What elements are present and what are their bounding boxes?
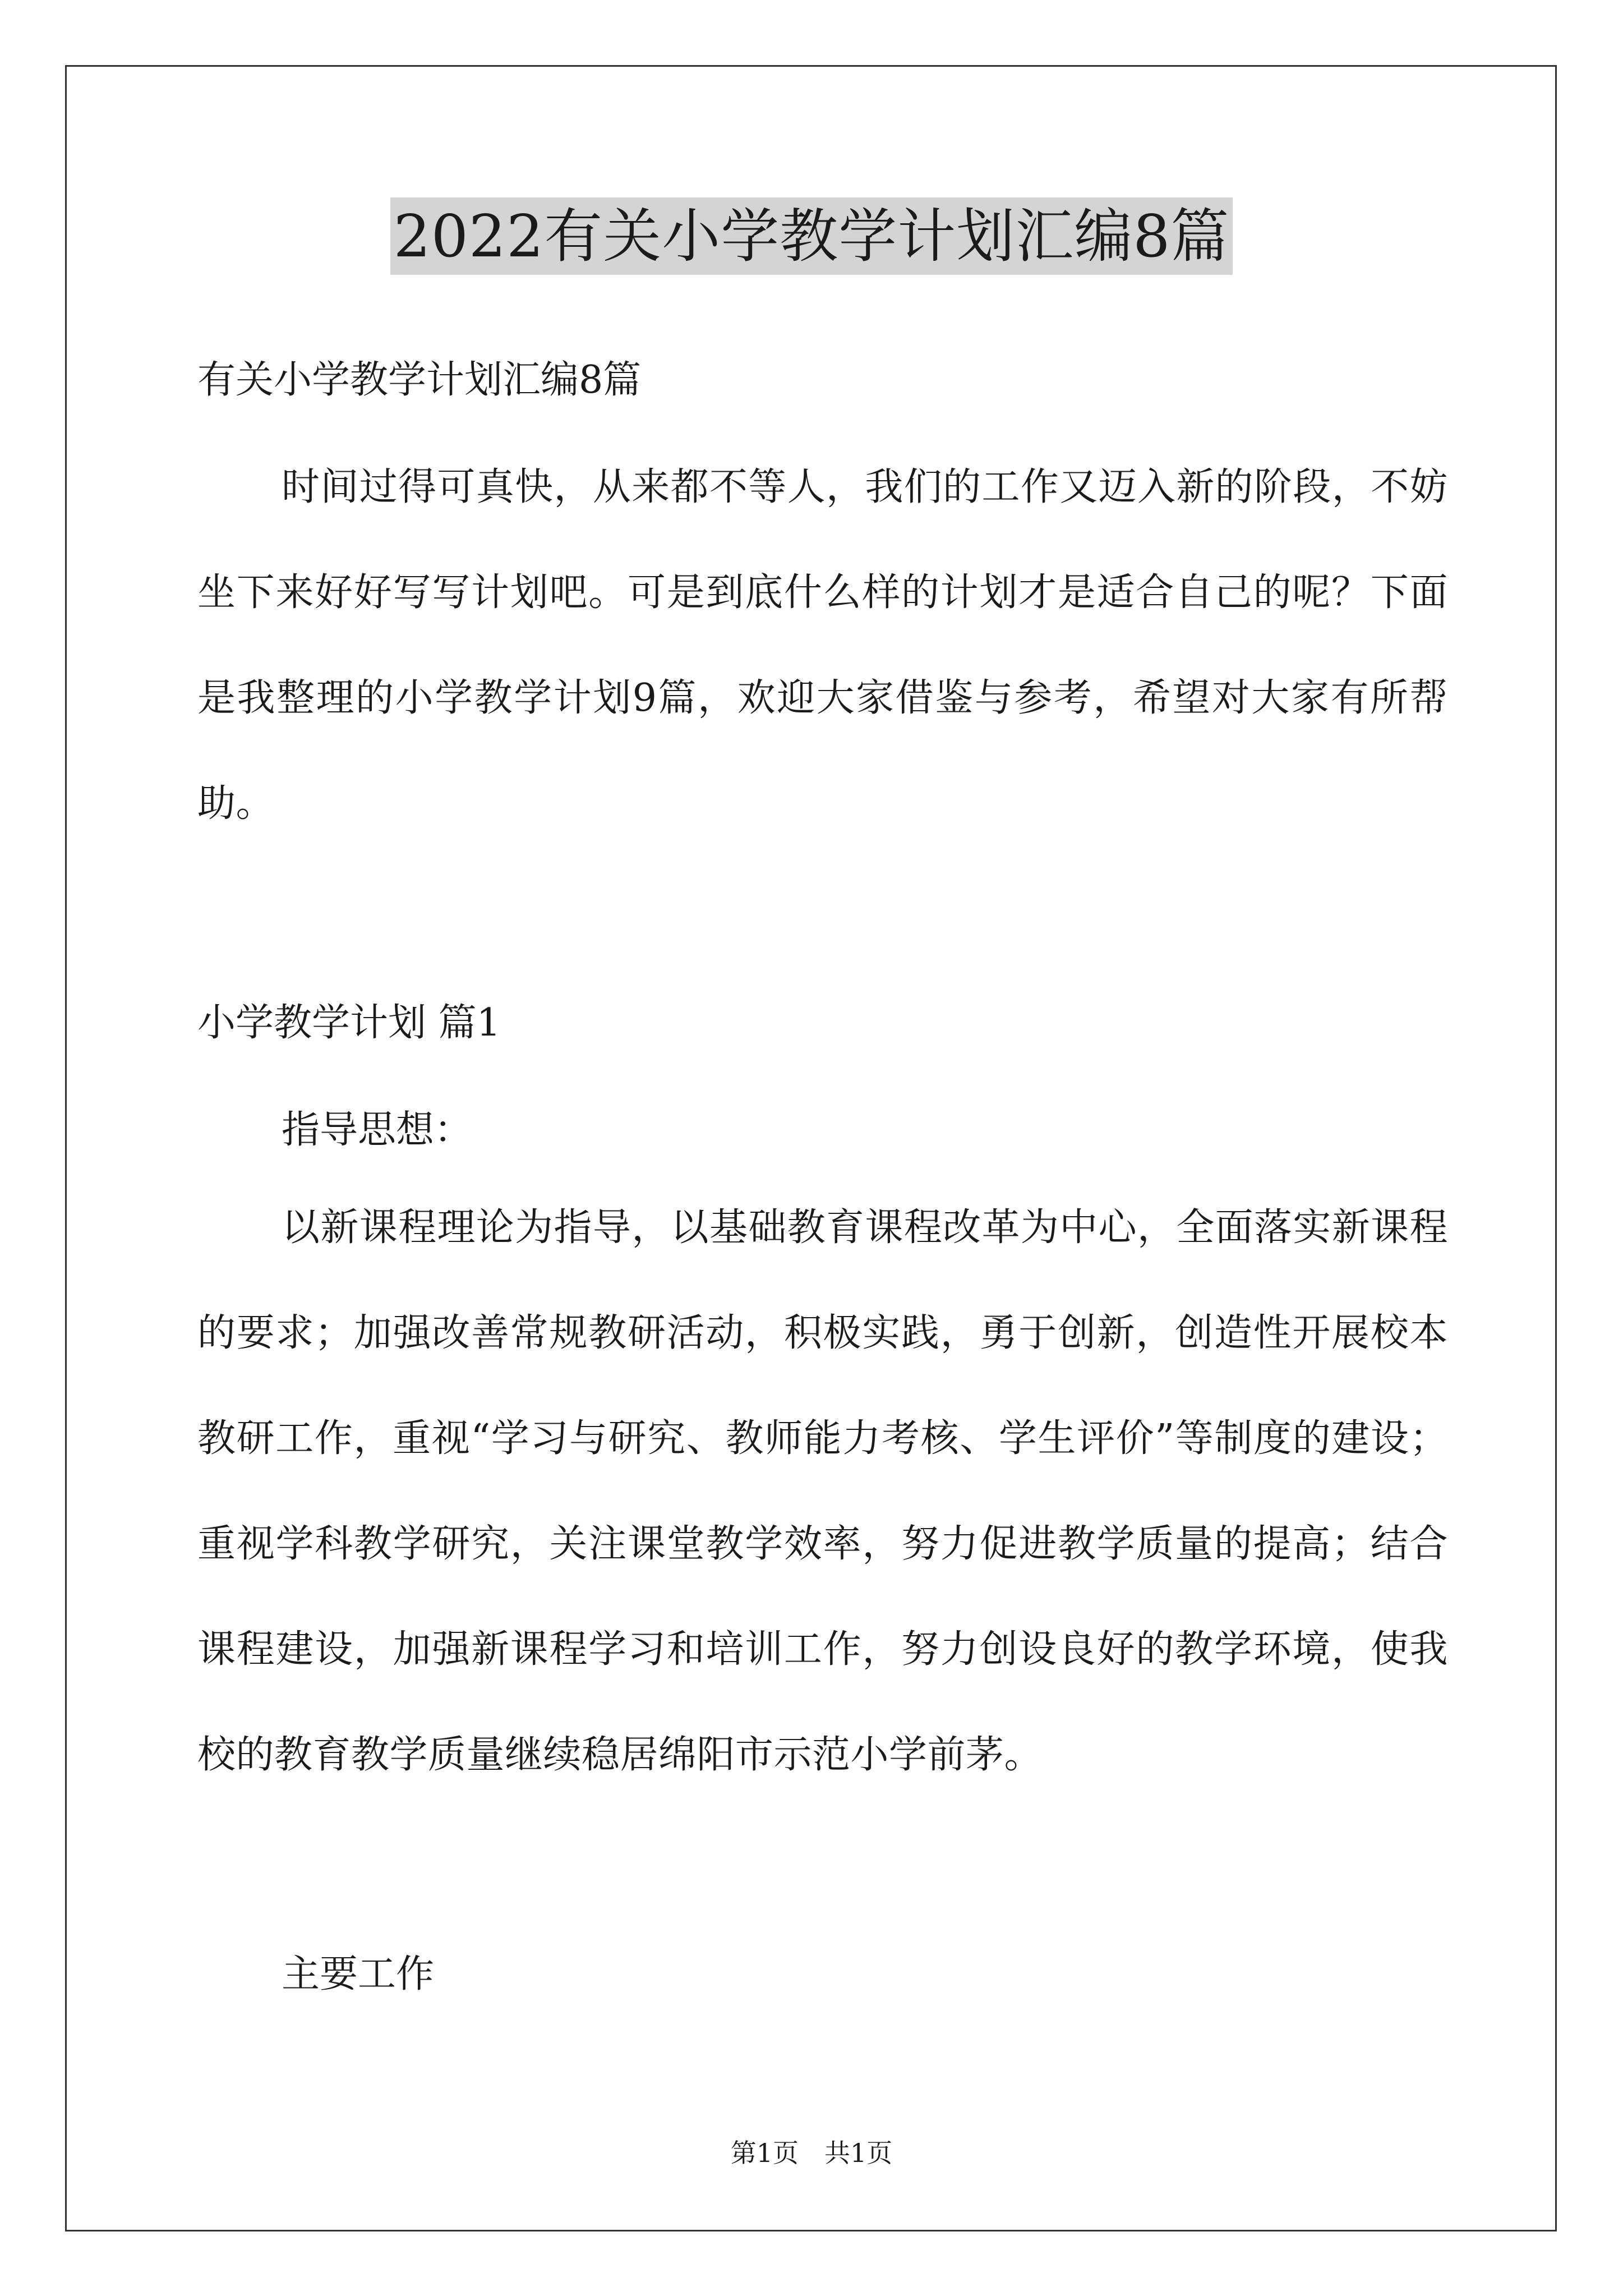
document-title: 2022有关小学教学计划汇编8篇 <box>390 197 1233 275</box>
guiding-thought-paragraph: 以新课程理论为指导，以基础教育课程改革为中心，全面落实新课程的要求；加强改善常规教研活动，积极实践，勇于创新，创造性开展校本教研工作，重视“学习与研究、教师能力考核、学生评价”等制度的建设；重视学科教学研究，关注课堂教学效率，努力促进教学质量的提高；结合课程建设，加强新课程学习和培训工作，努力创设良好的教学环境，使我校的教育教学质量继续稳居绵阳市示范小学前茅。 <box>197 1205 1448 1777</box>
title-container <box>0 197 1623 275</box>
main-work-label: 主要工作 <box>282 1952 435 1996</box>
section-heading: 小学教学计划 篇1 <box>197 1001 501 1045</box>
guiding-thought-label: 指导思想： <box>282 1108 473 1152</box>
page-number-footer: 第1页 共1页 <box>730 2138 893 2168</box>
document-subtitle: 有关小学教学计划汇编8篇 <box>197 358 642 402</box>
intro-paragraph: 时间过得可真快，从来都不等人，我们的工作又迈入新的阶段，不妨坐下来好好写写计划吧。可是到底什么样的计划才是适合自己的呢？下面是我整理的小学教学计划9篇，欢迎大家借鉴与参考，希望对大家有所帮助。 <box>197 465 1448 826</box>
